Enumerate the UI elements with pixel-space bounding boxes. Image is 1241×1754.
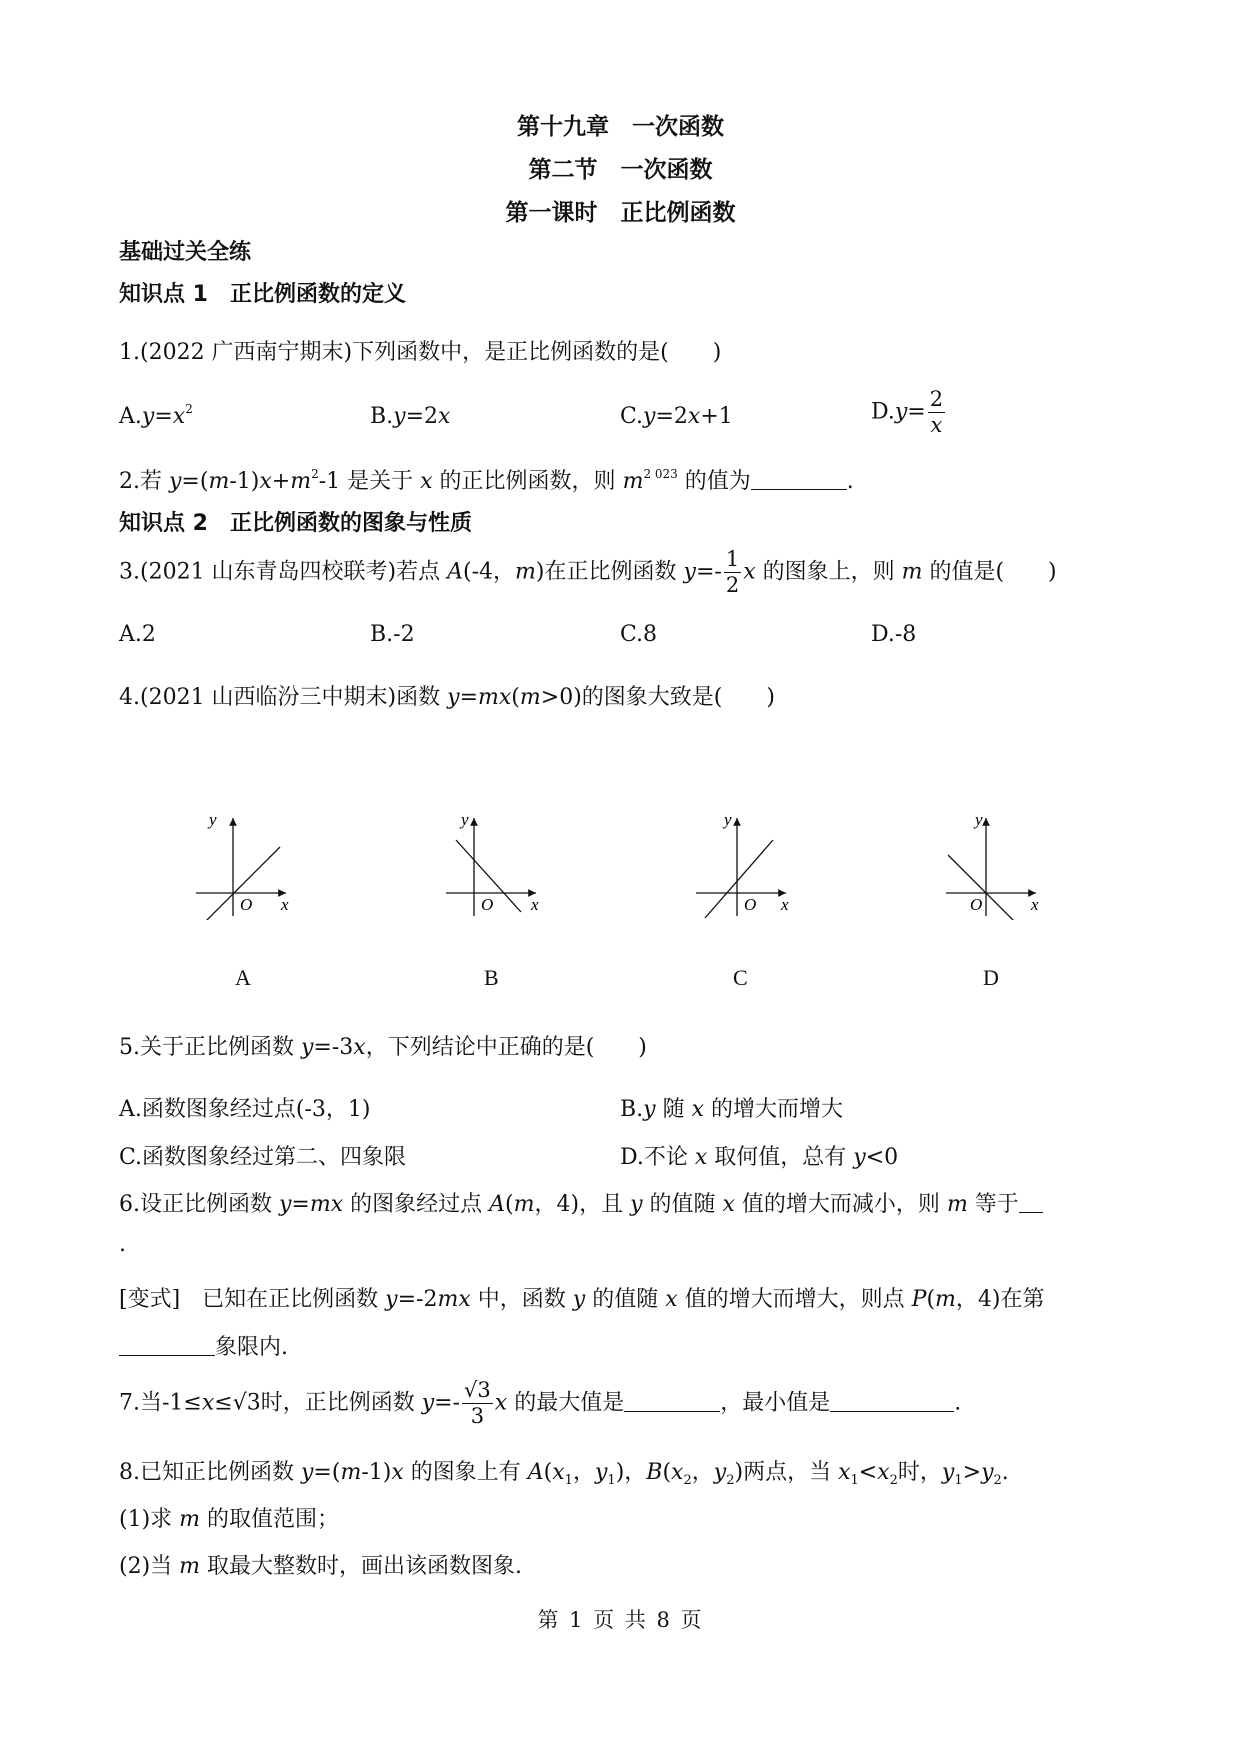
origin-label: O xyxy=(744,895,757,914)
question-5-option-b: B.y 随 x 的增大而增大 xyxy=(620,1097,844,1122)
graph-label-c: C xyxy=(733,965,748,990)
question-1-option-d: D.y= $\frac{2}{x}$ xyxy=(871,387,944,437)
question-1-option-b: B.y=2x xyxy=(370,404,451,429)
question-3-option-c: C.8 xyxy=(620,622,658,647)
graph-label-b: B xyxy=(484,965,499,990)
x-axis-label: x xyxy=(281,895,289,914)
x-axis-label: x xyxy=(1031,895,1039,914)
y-axis-label: y xyxy=(461,810,469,829)
y-axis-label: y xyxy=(724,810,732,829)
graph-d xyxy=(940,810,1050,920)
section-title: 第二节 一次函数 xyxy=(528,157,713,183)
graph-c xyxy=(690,810,800,920)
question-4-stem: 4.(2021 山西临汾三中期末)函数 y=mx(m>0)的图象大致是( ) xyxy=(119,685,775,710)
x-axis-label: x xyxy=(531,895,539,914)
knowledge-point-2: 知识点 2 正比例函数的图象与性质 xyxy=(119,511,472,536)
question-7: 7.当-1≤x≤√3时，正比例函数 y=- $\frac{√3}{3}$ x 的最大值是 ，最小值是 . xyxy=(119,1378,962,1428)
question-6-period: . xyxy=(119,1232,126,1257)
origin-label: O xyxy=(240,895,253,914)
question-8-stem: 8.已知正比例函数 y=(m-1)x 的图象上有 $A(x_1$，$y_1$)，$B(x_2$，$y_2$)两点，当 $x_1<x_2$时，$y_1>y_2$. xyxy=(119,1460,1009,1488)
question-1-option-c: C.y=2x+1 xyxy=(620,404,733,429)
graph-label-d: D xyxy=(983,965,999,990)
question-5-option-a: A.函数图象经过点(-3，1) xyxy=(119,1097,371,1122)
question-1-option-a: $A.y=x^2$ xyxy=(119,402,193,429)
variant-question-line-2: 象限内. xyxy=(119,1330,288,1361)
question-5-stem: 5.关于正比例函数 y=-3x，下列结论中正确的是( ) xyxy=(119,1035,647,1060)
question-3-option-b: B.-2 xyxy=(370,622,415,647)
function-line xyxy=(948,855,1020,920)
origin-label: O xyxy=(970,895,983,914)
question-5-option-c: C.函数图象经过第二、四象限 xyxy=(119,1145,407,1170)
question-3-option-a: A.2 xyxy=(119,622,156,647)
question-2: 2.若 $y=(m-1)x+m^2-1$ 是关于 x 的正比例函数，则 $m^{2 023}$ 的值为 . xyxy=(119,467,854,494)
page-footer: 第 1 页 共 8 页 xyxy=(537,1608,704,1632)
function-line xyxy=(705,840,773,918)
y-axis-label: y xyxy=(209,810,217,829)
knowledge-point-1: 知识点 1 正比例函数的定义 xyxy=(119,282,406,307)
question-8-part-1: (1)求 m 的取值范围； xyxy=(119,1507,340,1532)
graph-a xyxy=(190,810,300,920)
question-1-stem: 1.(2022 广西南宁期末)下列函数中，是正比例函数的是( ) xyxy=(119,340,722,365)
question-6: 6.设正比例函数 y=mx 的图象经过点 A(m，4)，且 y 的值随 x 值的增大而减小，则 m 等于 xyxy=(119,1187,1043,1218)
question-5-option-d: D.不论 x 取何值，总有 y<0 xyxy=(620,1145,899,1170)
question-8-part-2: (2)当 m 取最大整数时，画出该函数图象. xyxy=(119,1554,523,1579)
chapter-title: 第十九章 一次函数 xyxy=(517,114,724,140)
question-3-option-d: D.-8 xyxy=(871,622,917,647)
section-heading: 基础过关全练 xyxy=(119,240,252,265)
lesson-title: 第一课时 正比例函数 xyxy=(505,200,736,226)
y-axis-label: y xyxy=(975,810,983,829)
origin-label: O xyxy=(481,895,494,914)
question-3-stem: 3.(2021 山东青岛四校联考)若点 A(-4，m)在正比例函数 y=- $\frac{1}{2}$ x 的图象上，则 m 的值是( ) xyxy=(119,547,1057,597)
x-axis-label: x xyxy=(781,895,789,914)
graph-b xyxy=(440,810,550,920)
variant-question-line-1: [变式] 已知在正比例函数 y=-2mx 中，函数 y 的值随 x 值的增大而增大，则点 P(m，4)在第 xyxy=(119,1287,1045,1312)
graph-label-a: A xyxy=(235,965,251,990)
